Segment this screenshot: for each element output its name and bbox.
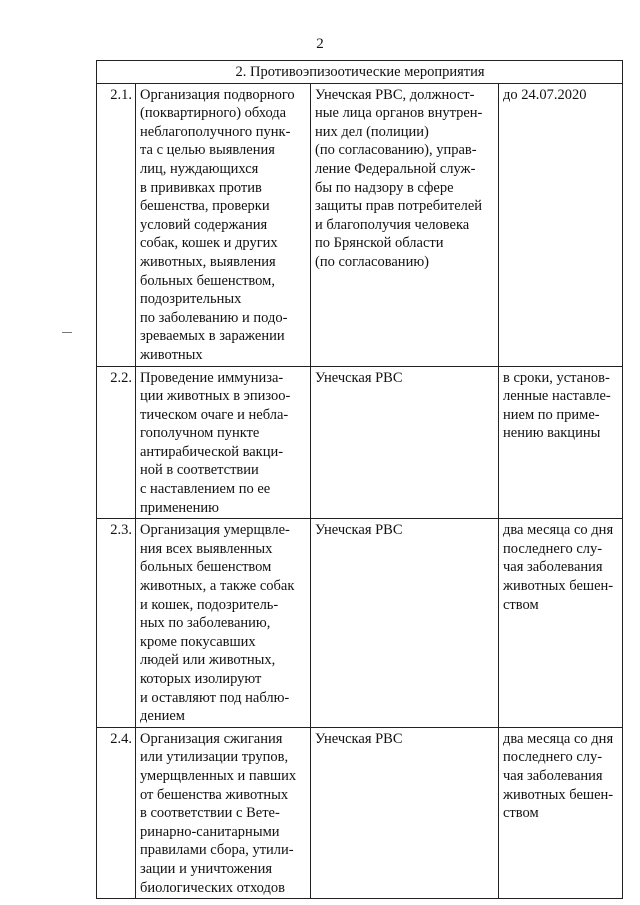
row-number: 2.1. — [97, 83, 136, 366]
term-cell: два месяца со дня последнего слу- чая заболевания животных бешен- ством — [499, 727, 623, 898]
measures-table — [96, 60, 623, 899]
activity-cell: Организация сжигания или утилизации трупов, умерщвленных и павших от бешенства животных в соответствии с Вете- ринарно-санитарными правилами сбора, утили- зации и уничтожения биологических отходов — [136, 727, 311, 898]
table-row — [97, 519, 623, 728]
section-title: 2. Противоэпизоотические мероприятия — [97, 61, 623, 84]
table-row — [97, 727, 623, 898]
row-number: 2.2. — [97, 366, 136, 519]
table-row — [97, 83, 623, 366]
executor-cell: Унечская РВС, должност- ные лица органов внутрен- них дел (полиции) (по согласованию), управ- ление Федеральной служ- бы по надзору в сфере защиты прав потребителей и благополучия человека по Брянской области (по согласованию) — [311, 83, 499, 366]
margin-mark — [62, 332, 72, 333]
executor-cell: Унечская РВС — [311, 519, 499, 728]
row-number: 2.4. — [97, 727, 136, 898]
page-number: 2 — [316, 36, 324, 52]
executor-cell: Унечская РВС — [311, 727, 499, 898]
term-cell: в сроки, установ- ленные наставле- нием по приме- нению вакцины — [499, 366, 623, 519]
term-cell: до 24.07.2020 — [499, 83, 623, 366]
activity-cell: Организация умерщвле- ния всех выявленных больных бешенством животных, а также собак и кошек, подозритель- ных по заболеванию, кроме покусавших людей или животных, которых изолируют и оставляют под наблю- дением — [136, 519, 311, 728]
activity-cell: Проведение иммуниза- ции животных в эпизоо- тическом очаге и небла- гополучном пункте антирабической вакци- ной в соответствии с наставлением по ее применению — [136, 366, 311, 519]
section-header-row — [97, 61, 623, 84]
term-cell: два месяца со дня последнего слу- чая заболевания животных бешен- ством — [499, 519, 623, 728]
executor-cell: Унечская РВС — [311, 366, 499, 519]
table-row — [97, 366, 623, 519]
activity-cell: Организация подворного (поквартирного) обхода неблагополучного пунк- та с целью выявления лиц, нуждающихся в прививках против бешенства, проверки условий содержания собак, кошек и других животных, выявления больных бешенством, подозрительных по заболеванию и подо- зреваемых в заражении животных — [136, 83, 311, 366]
row-number: 2.3. — [97, 519, 136, 728]
